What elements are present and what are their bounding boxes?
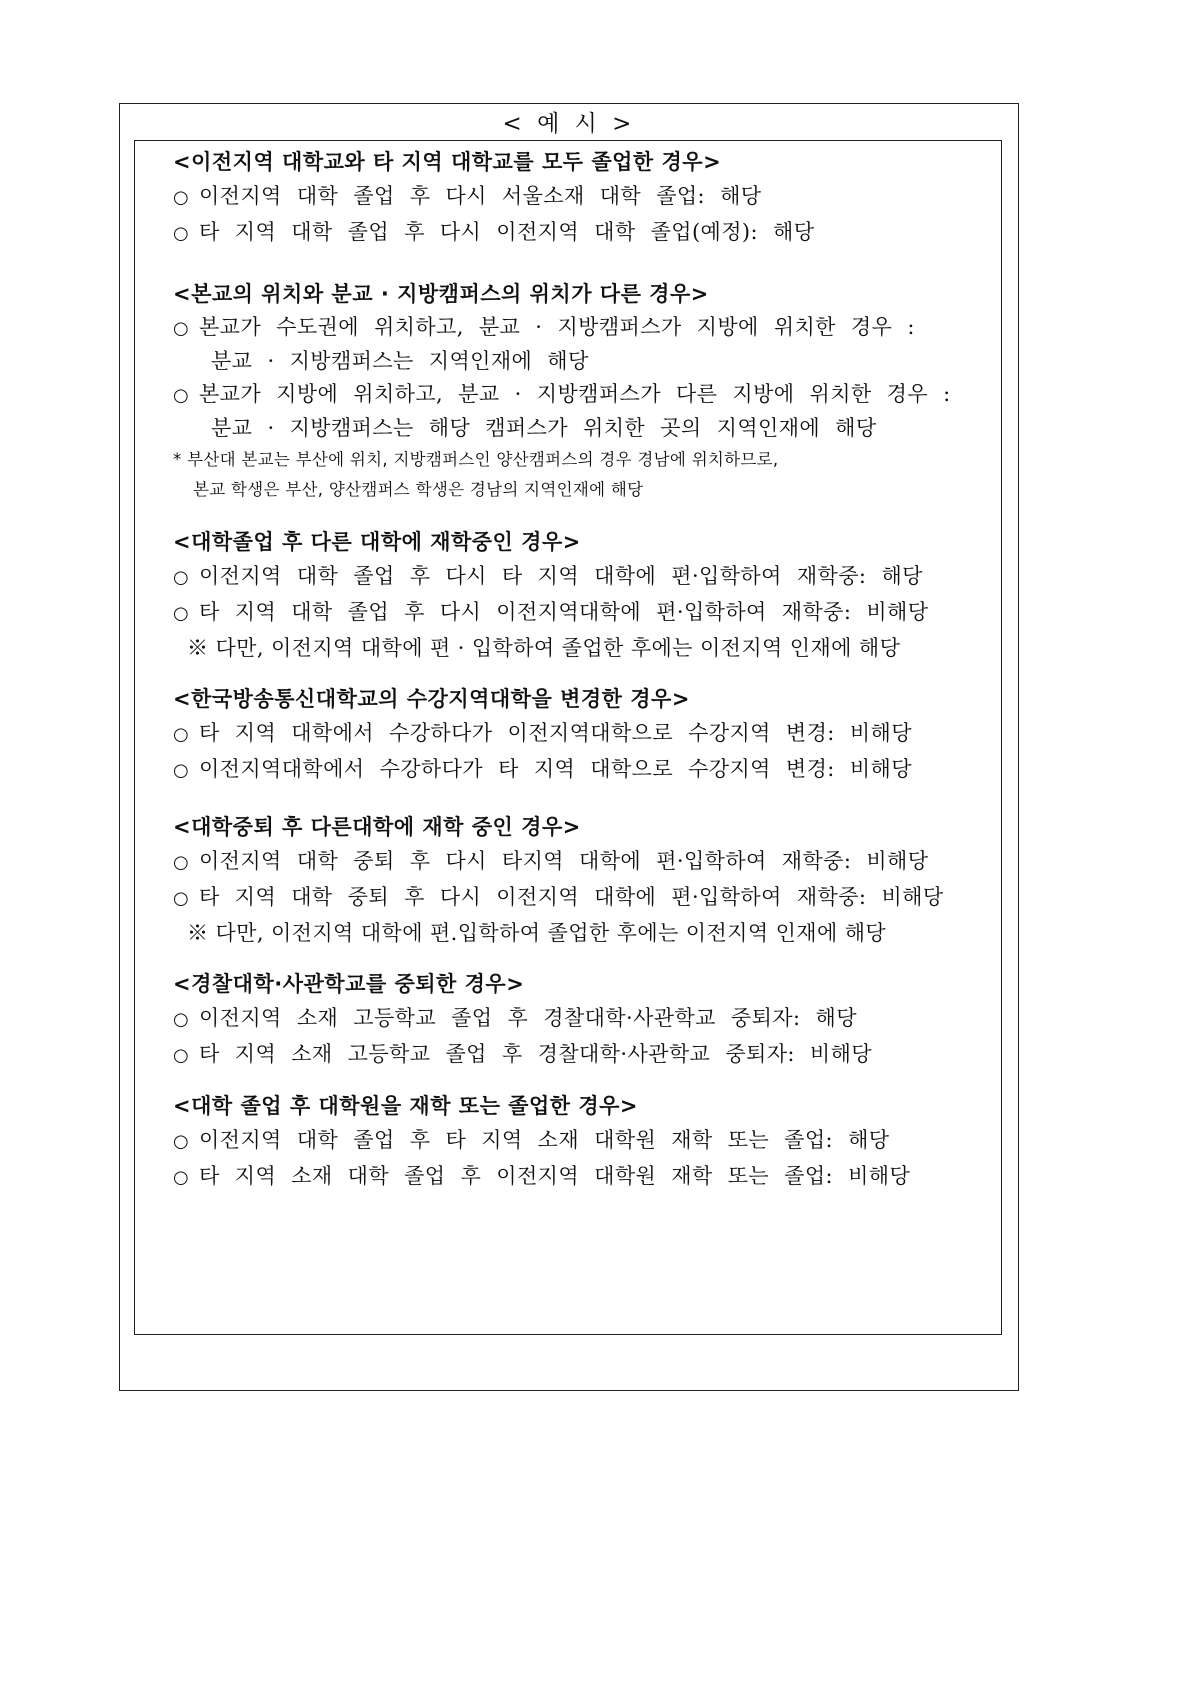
- bullet-circle-icon: ○: [173, 223, 190, 244]
- section-dropout-enrolled: [173, 810, 991, 951]
- list-item-continuation: 분교 · 지방캠퍼스는 지역인재에 해당: [211, 349, 589, 373]
- box-title: < 예 시 >: [502, 111, 636, 137]
- section-both-graduated: [173, 145, 991, 251]
- section-heading: <대학 졸업 후 대학원을 재학 또는 졸업한 경우>: [173, 1094, 639, 1118]
- bullet-circle-icon: ○: [173, 724, 190, 745]
- list-item: ○ 이전지역 대학 졸업 후 타 지역 소재 대학원 재학 또는 졸업: 해당: [173, 1123, 991, 1159]
- bullet-circle-icon: ○: [173, 852, 190, 873]
- list-item-continuation: 분교 · 지방캠퍼스는 해당 캠퍼스가 위치한 곳의 지역인재에 해당: [211, 416, 877, 440]
- section-heading: <대학졸업 후 다른 대학에 재학중인 경우>: [173, 530, 581, 554]
- example-outer-box: [119, 103, 1019, 1391]
- list-item: ○ 타 지역 대학 졸업 후 다시 이전지역 대학 졸업(예정): 해당: [173, 215, 991, 251]
- section-heading: <이전지역 대학교와 타 지역 대학교를 모두 졸업한 경우>: [173, 150, 722, 174]
- list-item: ○ 타 지역 소재 대학 졸업 후 이전지역 대학원 재학 또는 졸업: 비해당: [173, 1159, 991, 1195]
- list-item: ○ 타 지역 대학 졸업 후 다시 이전지역대학에 편·입학하여 재학중: 비해당: [173, 595, 991, 631]
- bullet-circle-icon: ○: [173, 567, 190, 588]
- bullet-circle-icon: ○: [173, 187, 190, 208]
- list-item: ○ 타 지역 대학에서 수강하다가 이전지역대학으로 수강지역 변경: 비해당: [173, 716, 991, 752]
- remark-note: ※ 다만, 이전지역 대학에 편.입학하여 졸업한 후에는 이전지역 인재에 해당: [187, 921, 887, 945]
- remark-note: ※ 다만, 이전지역 대학에 편 · 입학하여 졸업한 후에는 이전지역 인재에 해당: [187, 636, 901, 660]
- example-inner-box: [134, 140, 1002, 1335]
- section-enrolled-after-graduation: [173, 525, 991, 666]
- bullet-circle-icon: ○: [173, 385, 190, 406]
- bullet-circle-icon: ○: [173, 603, 190, 624]
- bullet-circle-icon: ○: [173, 888, 190, 909]
- section-branch-campus: [173, 277, 991, 505]
- section-graduate-school: [173, 1089, 991, 1195]
- list-item: ○ 본교가 지방에 위치하고, 분교 · 지방캠퍼스가 다른 지방에 위치한 경우 :: [173, 378, 991, 412]
- section-heading: <본교의 위치와 분교 · 지방캠퍼스의 위치가 다른 경우>: [173, 282, 709, 306]
- bullet-circle-icon: ○: [173, 1009, 190, 1030]
- bullet-circle-icon: ○: [173, 760, 190, 781]
- bullet-circle-icon: ○: [173, 318, 190, 339]
- bullet-circle-icon: ○: [173, 1045, 190, 1066]
- footnote: * 부산대 본교는 부산에 위치, 지방캠퍼스인 양산캠퍼스의 경우 경남에 위치하므로,: [173, 450, 779, 469]
- list-item: ○ 이전지역 대학 졸업 후 다시 서울소재 대학 졸업: 해당: [173, 179, 991, 215]
- footnote-continuation: 본교 학생은 부산, 양산캠퍼스 학생은 경남의 지역인재에 해당: [193, 480, 644, 499]
- section-heading: <대학중퇴 후 다른대학에 재학 중인 경우>: [173, 815, 581, 839]
- list-item: ○ 타 지역 대학 중퇴 후 다시 이전지역 대학에 편·입학하여 재학중: 비해당: [173, 880, 991, 916]
- bullet-circle-icon: ○: [173, 1167, 190, 1188]
- list-item: ○ 타 지역 소재 고등학교 졸업 후 경찰대학·사관학교 중퇴자: 비해당: [173, 1037, 991, 1073]
- section-knou-region-change: [173, 682, 991, 788]
- section-heading: <경찰대학·사관학교를 중퇴한 경우>: [173, 972, 525, 996]
- list-item: ○ 본교가 수도권에 위치하고, 분교 · 지방캠퍼스가 지방에 위치한 경우 :: [173, 311, 991, 345]
- list-item: ○ 이전지역 대학 졸업 후 다시 타 지역 대학에 편·입학하여 재학중: 해당: [173, 559, 991, 595]
- section-police-military-academy: [173, 967, 991, 1073]
- list-item: ○ 이전지역 대학 중퇴 후 다시 타지역 대학에 편·입학하여 재학중: 비해당: [173, 844, 991, 880]
- list-item: ○ 이전지역 소재 고등학교 졸업 후 경찰대학·사관학교 중퇴자: 해당: [173, 1001, 991, 1037]
- section-heading: <한국방송통신대학교의 수강지역대학을 변경한 경우>: [173, 687, 690, 711]
- list-item: ○ 이전지역대학에서 수강하다가 타 지역 대학으로 수강지역 변경: 비해당: [173, 752, 991, 788]
- bullet-circle-icon: ○: [173, 1131, 190, 1152]
